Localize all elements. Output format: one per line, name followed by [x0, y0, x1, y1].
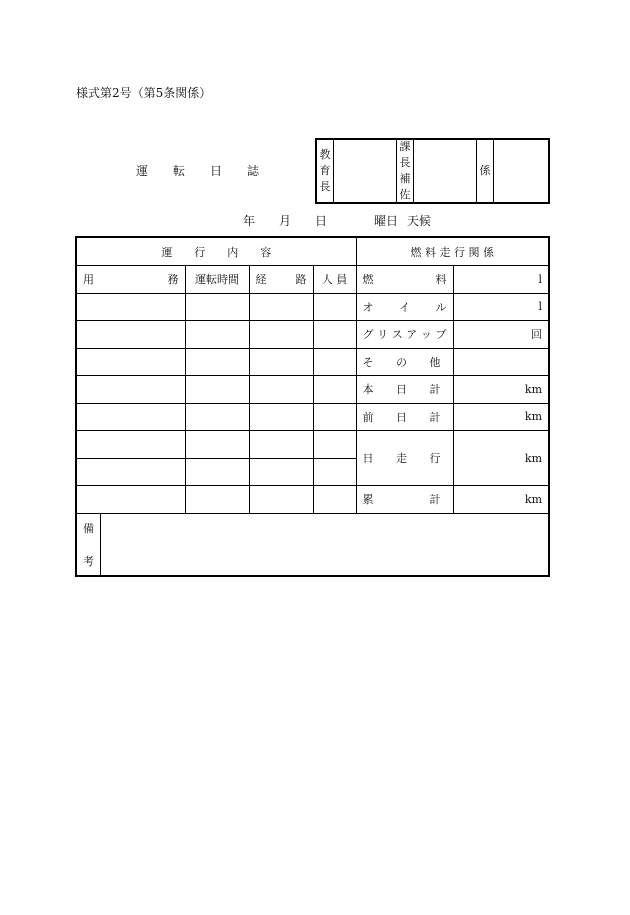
fuel-header: 燃 料 走 行 関 係 [356, 238, 548, 266]
daily-distance-label: 日 走 行 [356, 431, 453, 486]
operation-header: 運 行 内 容 [77, 238, 356, 266]
column-task: 用 務 [77, 266, 185, 294]
approval-stamp-deputy[interactable] [414, 140, 477, 202]
task-cell[interactable] [77, 431, 185, 459]
date-day: 日 [315, 214, 328, 228]
task-cell[interactable] [77, 486, 185, 514]
daily-distance-unit[interactable]: km [453, 431, 548, 486]
log-table [75, 236, 550, 577]
hours-cell[interactable] [185, 321, 249, 349]
title-char: 転 [173, 164, 186, 178]
other-label: そ の 他 [356, 348, 453, 376]
task-cell[interactable] [77, 293, 185, 321]
people-cell[interactable] [313, 348, 356, 376]
column-people: 人 員 [313, 266, 356, 294]
oil-label: オ イ ル [356, 293, 453, 321]
approval-stamp-superintendent[interactable] [334, 140, 397, 202]
people-cell[interactable] [313, 486, 356, 514]
people-cell[interactable] [313, 376, 356, 404]
route-cell[interactable] [249, 293, 313, 321]
people-cell[interactable] [313, 403, 356, 431]
hours-cell[interactable] [185, 458, 249, 486]
task-cell[interactable] [77, 458, 185, 486]
title-char: 日 [210, 164, 223, 178]
column-hours: 運転時間 [185, 266, 249, 294]
title-char: 運 [136, 164, 149, 178]
hours-cell[interactable] [185, 293, 249, 321]
column-route: 経 路 [249, 266, 313, 294]
approval-stamp-staff[interactable] [494, 140, 548, 202]
route-cell[interactable] [249, 458, 313, 486]
date-weekday: 曜日 [374, 214, 399, 228]
approval-label-staff: 係 [477, 140, 494, 202]
people-cell[interactable] [313, 293, 356, 321]
today-total-label: 本 日 計 [356, 376, 453, 404]
remarks-row [77, 513, 548, 575]
route-cell[interactable] [249, 431, 313, 459]
hours-cell[interactable] [185, 376, 249, 404]
people-cell[interactable] [313, 458, 356, 486]
prev-total-label: 前 日 計 [356, 403, 453, 431]
form-title [136, 162, 259, 179]
task-cell[interactable] [77, 403, 185, 431]
cumulative-label: 累 計 [356, 486, 453, 514]
remarks-field[interactable] [101, 514, 548, 575]
date-month: 月 [279, 214, 292, 228]
task-cell[interactable] [77, 348, 185, 376]
date-year: 年 [243, 214, 256, 228]
greaseup-unit[interactable]: 回 [453, 321, 548, 349]
cumulative-unit[interactable]: km [453, 486, 548, 514]
other-value[interactable] [453, 348, 548, 376]
hours-cell[interactable] [185, 348, 249, 376]
remarks-label: 備 考 [77, 514, 101, 575]
form-number: 様式第2号（第5条関係） [76, 86, 212, 100]
route-cell[interactable] [249, 376, 313, 404]
prev-total-unit[interactable]: km [453, 403, 548, 431]
hours-cell[interactable] [185, 486, 249, 514]
date-weather: 天候 [407, 214, 432, 228]
route-cell[interactable] [249, 321, 313, 349]
approval-label-deputy: 課 長 補 佐 [397, 140, 414, 202]
greaseup-label: グ リ ス ア ッ プ [356, 321, 453, 349]
task-cell[interactable] [77, 321, 185, 349]
route-cell[interactable] [249, 348, 313, 376]
people-cell[interactable] [313, 431, 356, 459]
people-cell[interactable] [313, 321, 356, 349]
hours-cell[interactable] [185, 431, 249, 459]
oil-unit[interactable]: l [453, 293, 548, 321]
hours-cell[interactable] [185, 403, 249, 431]
fuel-label: 燃 料 [356, 266, 453, 294]
today-total-unit[interactable]: km [453, 376, 548, 404]
route-cell[interactable] [249, 403, 313, 431]
approval-box [315, 138, 550, 204]
title-char: 誌 [247, 164, 260, 178]
task-cell[interactable] [77, 376, 185, 404]
approval-label-superintendent: 教 育 長 [317, 140, 334, 202]
fuel-unit[interactable]: l [453, 266, 548, 294]
route-cell[interactable] [249, 486, 313, 514]
